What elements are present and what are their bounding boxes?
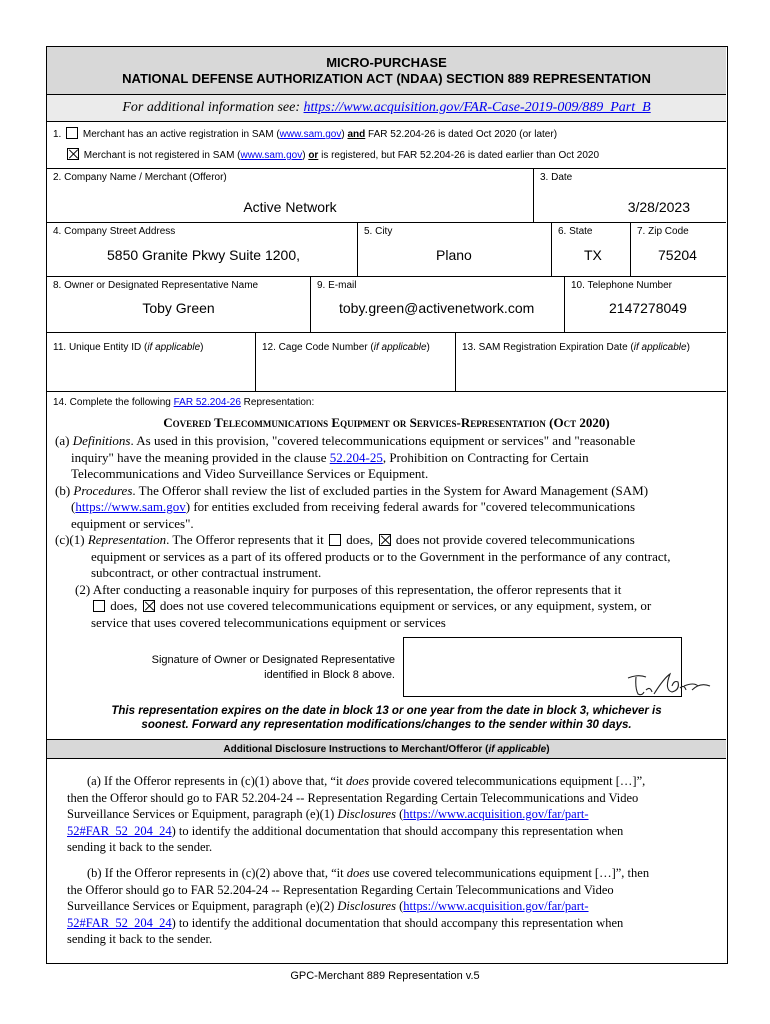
block4-label: 4. Company Street Address — [53, 226, 176, 237]
signature-label-line2: identified in Block 8 above. — [264, 669, 395, 681]
block-4 — [47, 223, 357, 276]
city-field[interactable]: Plano — [436, 247, 472, 263]
info-link[interactable]: https://www.acquisition.gov/FAR-Case-2019-009/889_Part_B — [303, 100, 651, 115]
block-1 — [47, 121, 726, 169]
row-contact — [47, 277, 726, 333]
opt1-text-c: FAR 52.204-26 is dated Oct 2020 (or later) — [365, 129, 558, 140]
block-12[interactable] — [255, 333, 455, 391]
signature-label-line1: Signature of Owner or Designated Representative — [151, 654, 395, 666]
c2-does-not-checkbox-checked[interactable] — [143, 600, 155, 612]
opt2-text-b: ) — [302, 150, 309, 161]
para-b-line3: equipment or services". — [71, 515, 194, 531]
para-c2-line2: does, does not use covered telecommunications equipment or services, or any equipment, system, or — [55, 598, 723, 615]
block-8 — [47, 277, 310, 332]
email-field[interactable]: toby.green@activenetwork.com — [339, 300, 535, 316]
block13-label: 13. SAM Registration Expiration Date (if applicable) — [462, 342, 690, 353]
row-company-date — [47, 169, 726, 223]
additional-para-b: (b) If the Offeror represents in (c)(2) above that, “it does use covered telecommunications equipment […]”, then the Offeror should go to FAR 52.204-24 -- Representation Regarding Certain Telecommunications and Video Surveillance Services or Equipment, paragraph (e)(2) Disclosures (https://www.acquisition.gov/far/part- 52#FAR_52_204_24) to identify the additional documentation that should accompany this representation when sending it back to the sender. — [67, 866, 650, 946]
sam-gov-link[interactable]: https://www.sam.gov — [75, 499, 186, 514]
block1-option1 — [53, 127, 557, 140]
signature-box[interactable] — [403, 637, 682, 697]
block-10 — [564, 277, 726, 332]
zip-code-field[interactable]: 75204 — [658, 247, 697, 263]
block-6 — [551, 223, 630, 276]
opt2-text-a: Merchant is not registered in SAM ( — [83, 150, 241, 161]
block2-label: 2. Company Name / Merchant (Offeror) — [53, 172, 227, 183]
representation-form — [46, 46, 728, 964]
block6-label: 6. State — [558, 226, 593, 237]
block8-label: 8. Owner or Designated Representative Name — [53, 280, 259, 291]
opt2-or: or — [308, 150, 319, 161]
block12-label: 12. Cage Code Number (if applicable) — [262, 342, 430, 353]
opt2-text-c: is registered, but FAR 52.204-26 is dated earlier than Oct 2020 — [318, 150, 600, 161]
state-field[interactable]: TX — [584, 247, 602, 263]
company-name-field[interactable]: Active Network — [243, 199, 337, 215]
para-b-line1: (b) Procedures. The Offeror shall review the list of excluded parties in the System for Award Management (SAM) — [55, 482, 649, 498]
block-9 — [310, 277, 564, 332]
opt1-text-b: ) — [341, 129, 348, 140]
block3-label: 3. Date — [540, 172, 573, 183]
additional-disclosure-bar: Additional Disclosure Instructions to Merchant/Offeror (if applicable) — [47, 739, 726, 759]
block10-label: 10. Telephone Number — [571, 280, 672, 291]
opt1-and: and — [347, 129, 366, 140]
far-52-204-24-link-b[interactable]: 52#FAR_52_204_24 — [67, 915, 172, 930]
block7-label: 7. Zip Code — [637, 226, 689, 237]
block-7 — [630, 223, 726, 276]
para-a-line3: Telecommunications and Video Surveillance Services or Equipment. — [71, 466, 429, 481]
far-52-204-26-link[interactable]: FAR 52.204-26 — [173, 397, 241, 408]
c2-does-checkbox[interactable] — [93, 600, 105, 612]
block1-num: 1. — [53, 129, 62, 140]
signature-label — [87, 653, 395, 683]
signature-image — [624, 668, 714, 700]
block1-option2 — [65, 148, 599, 161]
para-c1-line1: (c)(1) Representation. The Offeror represents that it does, does not provide covered telecommunications — [55, 532, 635, 547]
c1-does-not-checkbox-checked[interactable] — [379, 534, 391, 546]
block-5 — [357, 223, 551, 276]
para-a-line2: inquiry" have the meaning provided in the clause 52.204-25, Prohibition on Contracting for Certain — [71, 449, 589, 465]
para-c1-line2: equipment or services as a part of its offered products or to the Government in the performance of any contract, — [91, 548, 671, 564]
date-field[interactable]: 3/28/2023 — [627, 199, 690, 215]
telephone-field[interactable]: 2147278049 — [609, 300, 687, 316]
block-11[interactable] — [47, 333, 255, 391]
far-part-52-link-a[interactable]: https://www.acquisition.gov/far/part- — [403, 807, 589, 821]
opt2-sam-link[interactable]: www.sam.gov — [240, 150, 303, 161]
option1-checkbox[interactable] — [66, 127, 78, 139]
info-line — [47, 95, 726, 122]
block11-label: 11. Unique Entity ID (if applicable) — [53, 342, 204, 353]
block9-label: 9. E-mail — [317, 280, 357, 291]
form-header — [47, 47, 726, 95]
far-part-52-link-b[interactable]: https://www.acquisition.gov/far/part- — [403, 899, 589, 913]
block14-intro: 14. Complete the following FAR 52.204-26 Representation: — [53, 397, 315, 408]
opt1-text-a: Merchant has an active registration in SAM ( — [82, 129, 280, 140]
row-address — [47, 223, 726, 277]
block5-label: 5. City — [364, 226, 393, 237]
expiry-notice — [47, 704, 726, 732]
block-13[interactable] — [455, 333, 726, 391]
info-prefix: For additional information see: — [122, 100, 304, 115]
block14-body — [55, 433, 723, 631]
para-b-line2: (https://www.sam.gov) for entities excluded from receiving federal awards for "covered telecommunications — [71, 499, 636, 514]
additional-para-a: (a) If the Offeror represents in (c)(1) above that, “it does provide covered telecommunications equipment […]”, then the Offeror should go to FAR 52.204-24 -- Representation Regarding Certain Telecommunications and Video Surveillance Services or Equipment, paragraph (e)(1) Disclosures (https://www.acquisition.gov/far/part- 52#FAR_52_204_24) to identify the additional documentation that should accompany this representation when sending it back to the sender. — [67, 774, 646, 854]
header-line1: MICRO-PURCHASE — [326, 55, 447, 70]
expiry-line2: soonest. Forward any representation modifications/changes to the sender within 30 days. — [141, 719, 632, 731]
para-c2-line3: service that uses covered telecommunications equipment or services — [91, 614, 446, 630]
c1-does-checkbox[interactable] — [329, 534, 341, 546]
block-3 — [533, 169, 726, 222]
street-address-field[interactable]: 5850 Granite Pkwy Suite 1200, — [107, 247, 301, 263]
form-footer: GPC-Merchant 889 Representation v.5 — [290, 970, 480, 982]
representative-name-field[interactable]: Toby Green — [142, 300, 215, 316]
opt1-sam-link[interactable]: www.sam.gov — [279, 129, 342, 140]
row-ids — [47, 333, 726, 392]
para-c1-line3: subcontract, or other contractual instrument. — [91, 565, 322, 580]
clause-52-204-25-link[interactable]: 52.204-25 — [329, 449, 383, 465]
expiry-line1: This representation expires on the date in block 13 or one year from the date in block 3, whichever is — [111, 705, 662, 717]
header-line2: NATIONAL DEFENSE AUTHORIZATION ACT (NDAA) SECTION 889 REPRESENTATION — [122, 71, 651, 86]
representation-title: Covered Telecommunications Equipment or Services-Representation (Oct 2020) — [163, 415, 610, 430]
para-c2-line1: (2) After conducting a reasonable inquiry for purposes of this representation, the offeror represents that it — [75, 581, 622, 597]
option2-checkbox-checked[interactable] — [67, 148, 79, 160]
far-52-204-24-link-a[interactable]: 52#FAR_52_204_24 — [67, 823, 172, 838]
block14-title — [47, 415, 726, 431]
block-2 — [47, 169, 533, 222]
para-a-line1: (a) Definitions. As used in this provision, "covered telecommunications equipment or services" and "reasonable — [55, 433, 636, 448]
